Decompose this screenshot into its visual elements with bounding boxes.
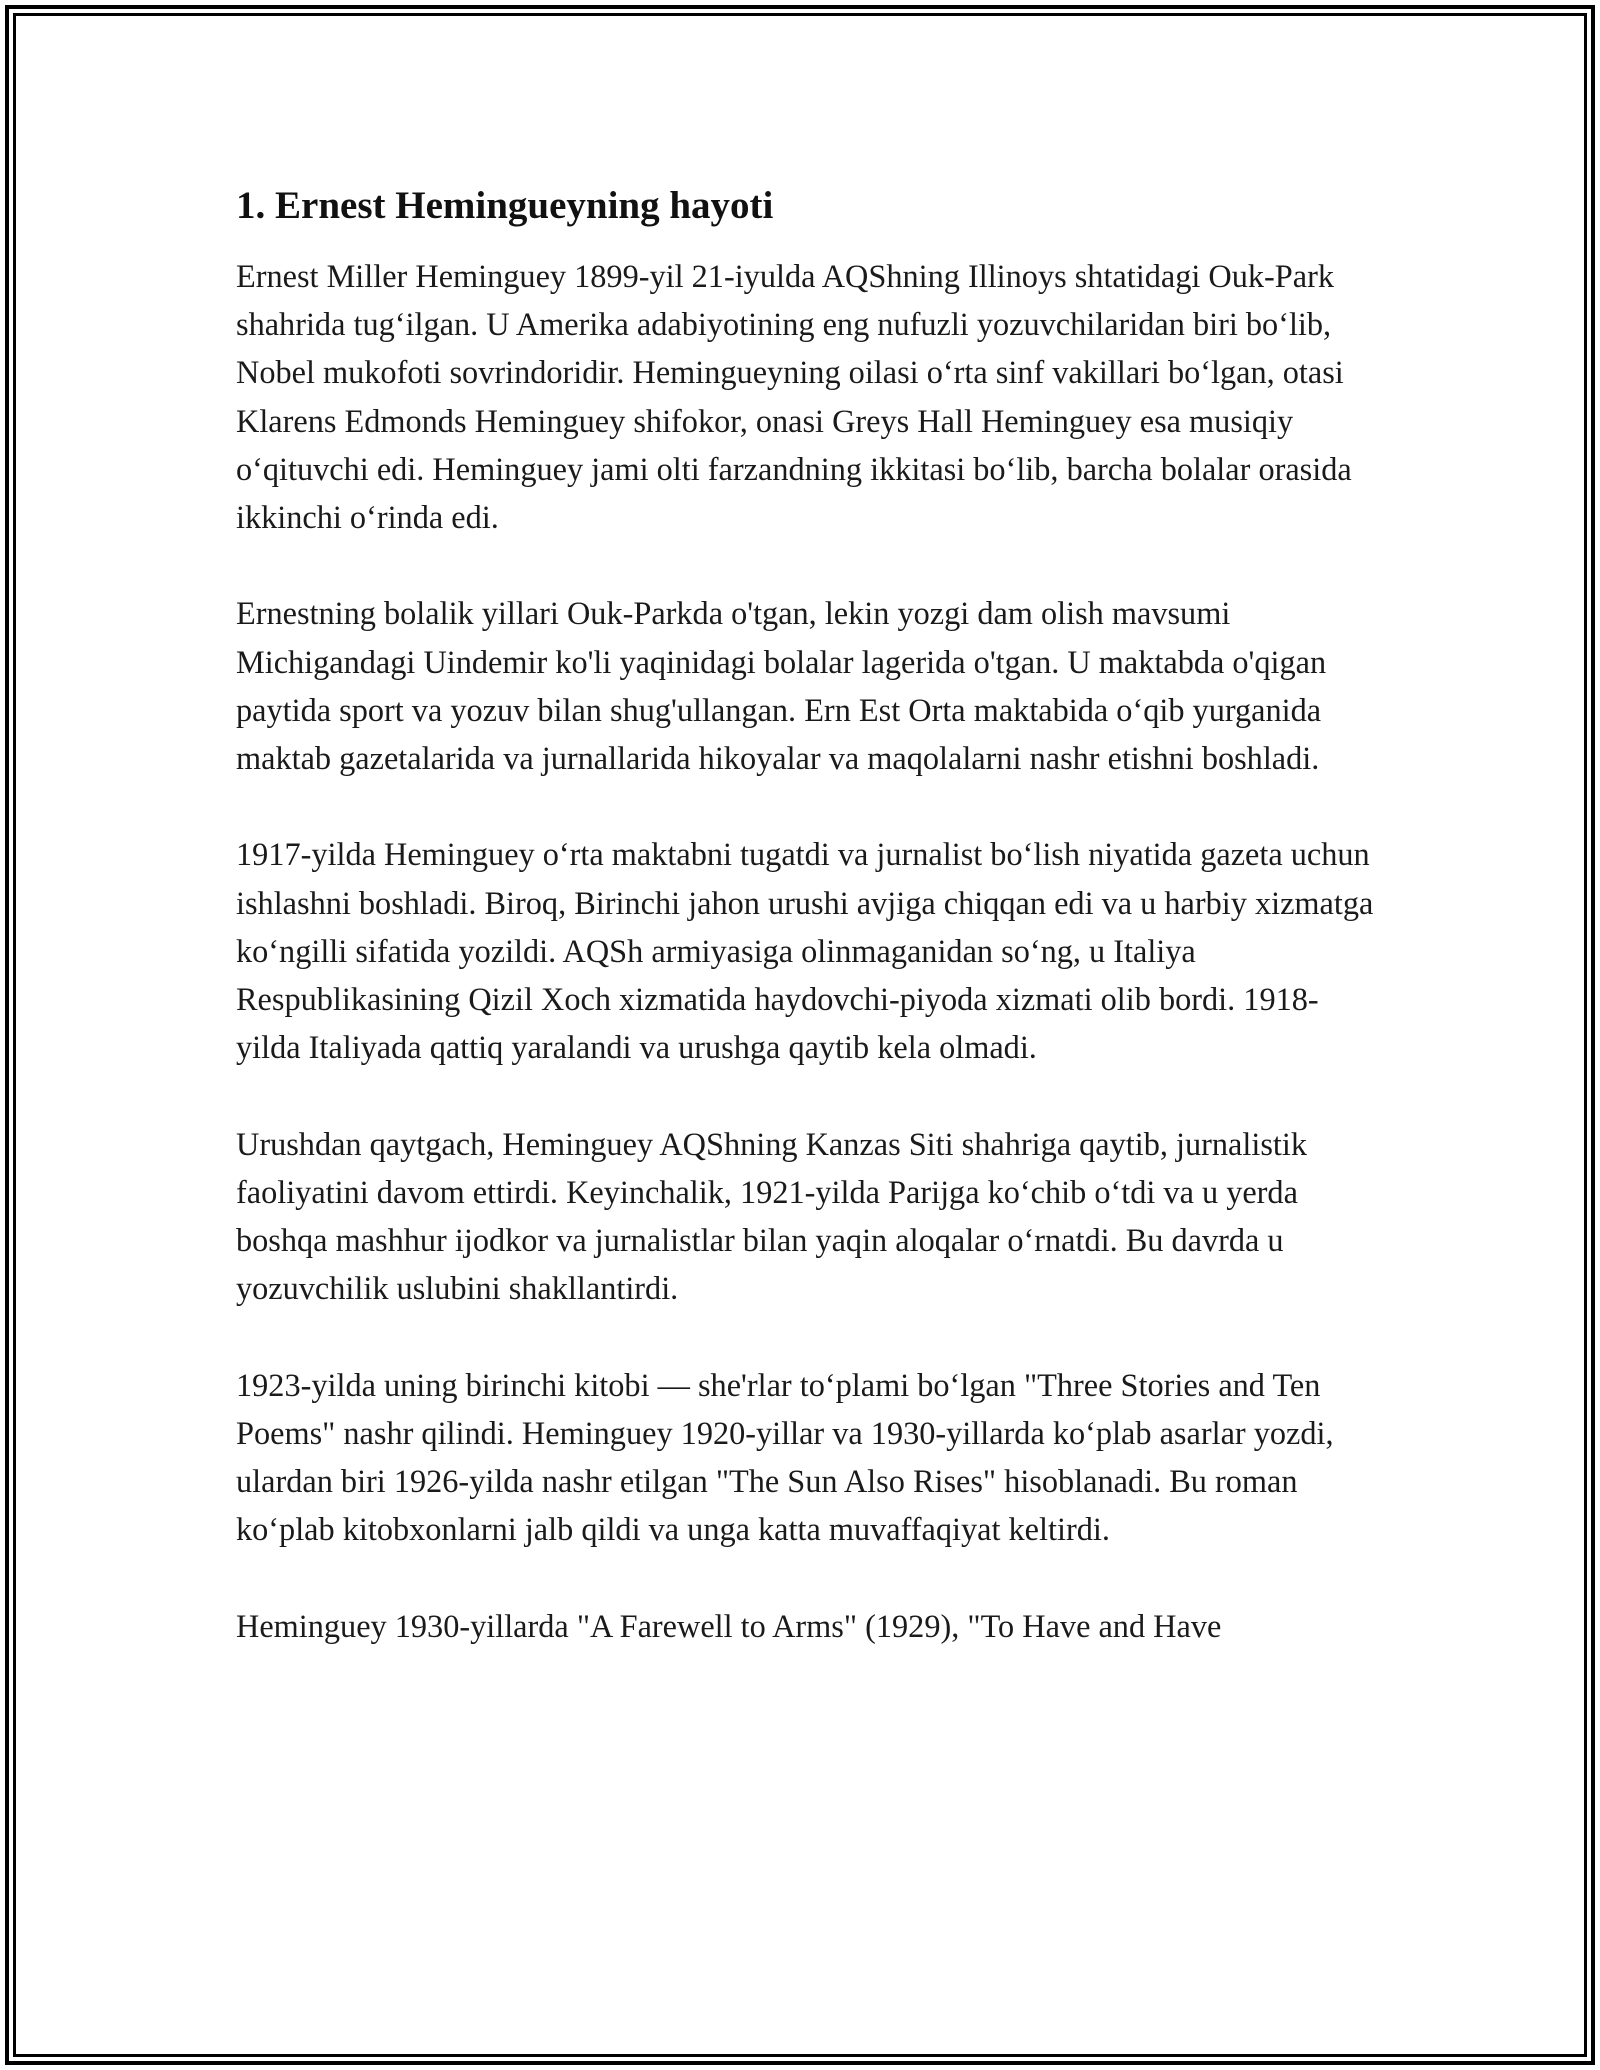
paragraph-paris: Urushdan qaytgach, Heminguey AQShning Kanzas Siti shahriga qaytib, jurnalistik faoliyatini davom ettirdi. Keyinchalik, 1921-yilda Parijga ko‘chib o‘tdi va u yerda boshqa mashhur ijodkor va jurnalistlar bilan yaqin aloqalar o‘rnatdi. Bu davrda u yozuvchilik uslubini shakllantirdi. [236, 1125, 1308, 1307]
document-body [236, 182, 1376, 1698]
paragraph-war-service: 1917-yilda Heminguey o‘rta maktabni tugatdi va jurnalist bo‘lish niyatida gazeta uchun ishlashni boshladi. Biroq, Birinchi jahon urushi avjiga chiqqan edi va u harbiy xizmatga ko‘ngilli sifatida yozildi. AQSh armiyasiga olinmaganidan so‘ng, u Italiya Respublikasining Qizil Xoch xizmatida haydovchi-piyoda xizmati olib bordi. 1918-yilda Italiyada qattiq yaralandi va urushga qaytib kela olmadi. [236, 836, 1374, 1066]
paragraph-birth: Ernest Miller Heminguey 1899-yil 21-iyulda AQShning Illinoys shtatidagi Ouk-Park shahrida tug‘ilgan. U Amerika adabiyotining eng nufuzli yozuvchilaridan biri bo‘lib, Nobel mukofoti sovrindoridir. Hemingueyning oilasi o‘rta sinf vakillari bo‘lgan, otasi Klarens Edmonds Heminguey shifokor, onasi Greys Hall Heminguey esa musiqiy o‘qituvchi edi. Heminguey jami olti farzandning ikkitasi bo‘lib, barcha bolalar orasida ikkinchi o‘rinda edi. [236, 258, 1352, 536]
paragraph-first-book: 1923-yilda uning birinchi kitobi — she'rlar to‘plami bo‘lgan "Three Stories and Ten Poems" nashr qilindi. Heminguey 1920-yillar va 1930-yillarda ko‘plab asarlar yozdi, ulardan biri 1926-yilda nashr etilgan "The Sun Also Rises" hisoblanadi. Bu roman ko‘plab kitobxonlarni jalb qildi va unga katta muvaffaqiyat keltirdi. [236, 1366, 1334, 1548]
paragraph-childhood: Ernestning bolalik yillari Ouk-Parkda o'tgan, lekin yozgi dam olish mavsumi Michigandagi Uindemir ko'li yaqinidagi bolalar lagerida o'tgan. U maktabda o'qigan paytida sport va yozuv bilan shug'ullangan. Ern Est Orta maktabida o‘qib yurganida maktab gazetalarida va jurnallarida hikoyalar va maqolalarni nashr etishni boshladi. [236, 595, 1327, 777]
paragraph-1930s-works: Heminguey 1930-yillarda "A Farewell to Arms" (1929), "To Have and Have [236, 1607, 1222, 1644]
section-heading: 1. Ernest Hemingueyning hayoti [236, 184, 774, 227]
